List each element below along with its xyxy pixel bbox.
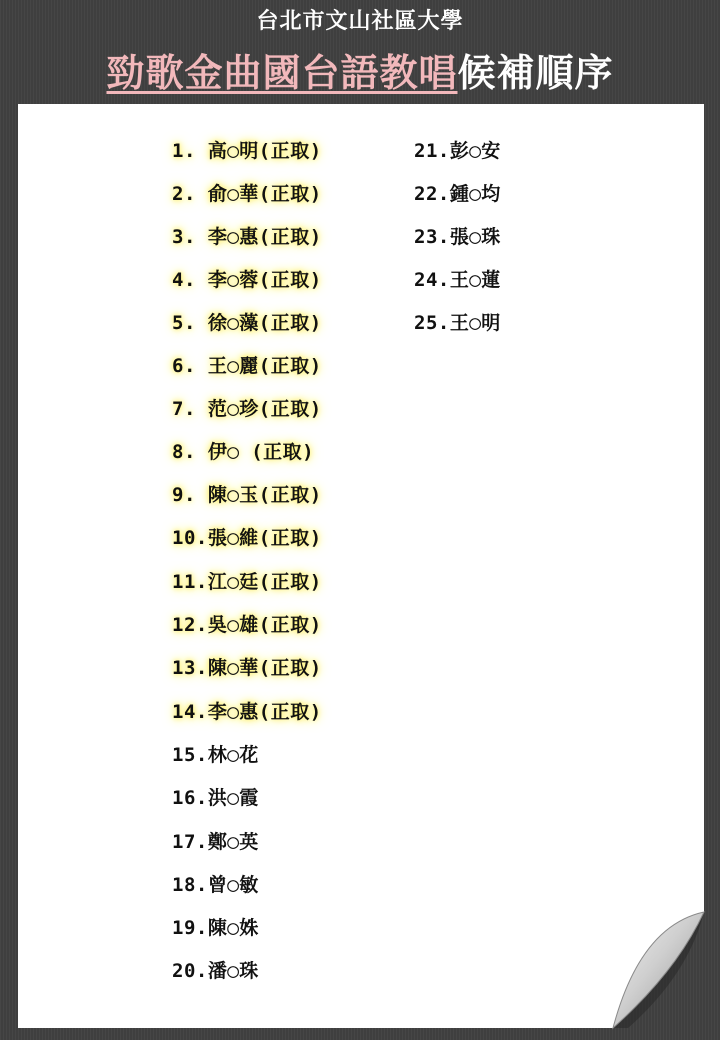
list-item: 17.鄭◯英: [172, 831, 259, 853]
list-item: 3. 李◯惠(正取): [172, 226, 322, 248]
list-item: 24.王◯蓮: [414, 269, 501, 291]
course-name: 勁歌金曲國台語教唱: [106, 51, 458, 95]
list-item: 25.王◯明: [414, 312, 501, 334]
list-item: 20.潘◯珠: [172, 960, 259, 982]
list-item: 8. 伊◯ (正取): [172, 441, 315, 463]
list-item: 2. 俞◯華(正取): [172, 183, 322, 205]
list-item: 5. 徐◯藻(正取): [172, 312, 322, 334]
list-item: 4. 李◯蓉(正取): [172, 269, 322, 291]
list-item: 21.彭◯安: [414, 140, 501, 162]
list-item: 7. 范◯珍(正取): [172, 398, 322, 420]
list-item: 11.江◯廷(正取): [172, 571, 322, 593]
organization-title: 台北市文山社區大學: [256, 9, 464, 34]
list-item: 22.鍾◯均: [414, 183, 501, 205]
list-item: 14.李◯惠(正取): [172, 701, 322, 723]
list-item: 19.陳◯姝: [172, 917, 259, 939]
list-item: 6. 王◯麗(正取): [172, 355, 322, 377]
list-item: 15.林◯花: [172, 744, 259, 766]
list-item: 13.陳◯華(正取): [172, 657, 322, 679]
list-item: 16.洪◯霞: [172, 787, 259, 809]
list-item: 12.吳◯雄(正取): [172, 614, 322, 636]
list-item: 23.張◯珠: [414, 226, 501, 248]
list-item: 10.張◯維(正取): [172, 527, 322, 549]
title-suffix: 候補順序: [457, 51, 614, 95]
list-item: 9. 陳◯玉(正取): [172, 484, 322, 506]
list-item: 18.曾◯敏: [172, 874, 259, 896]
list-item: 1. 高◯明(正取): [172, 140, 322, 162]
